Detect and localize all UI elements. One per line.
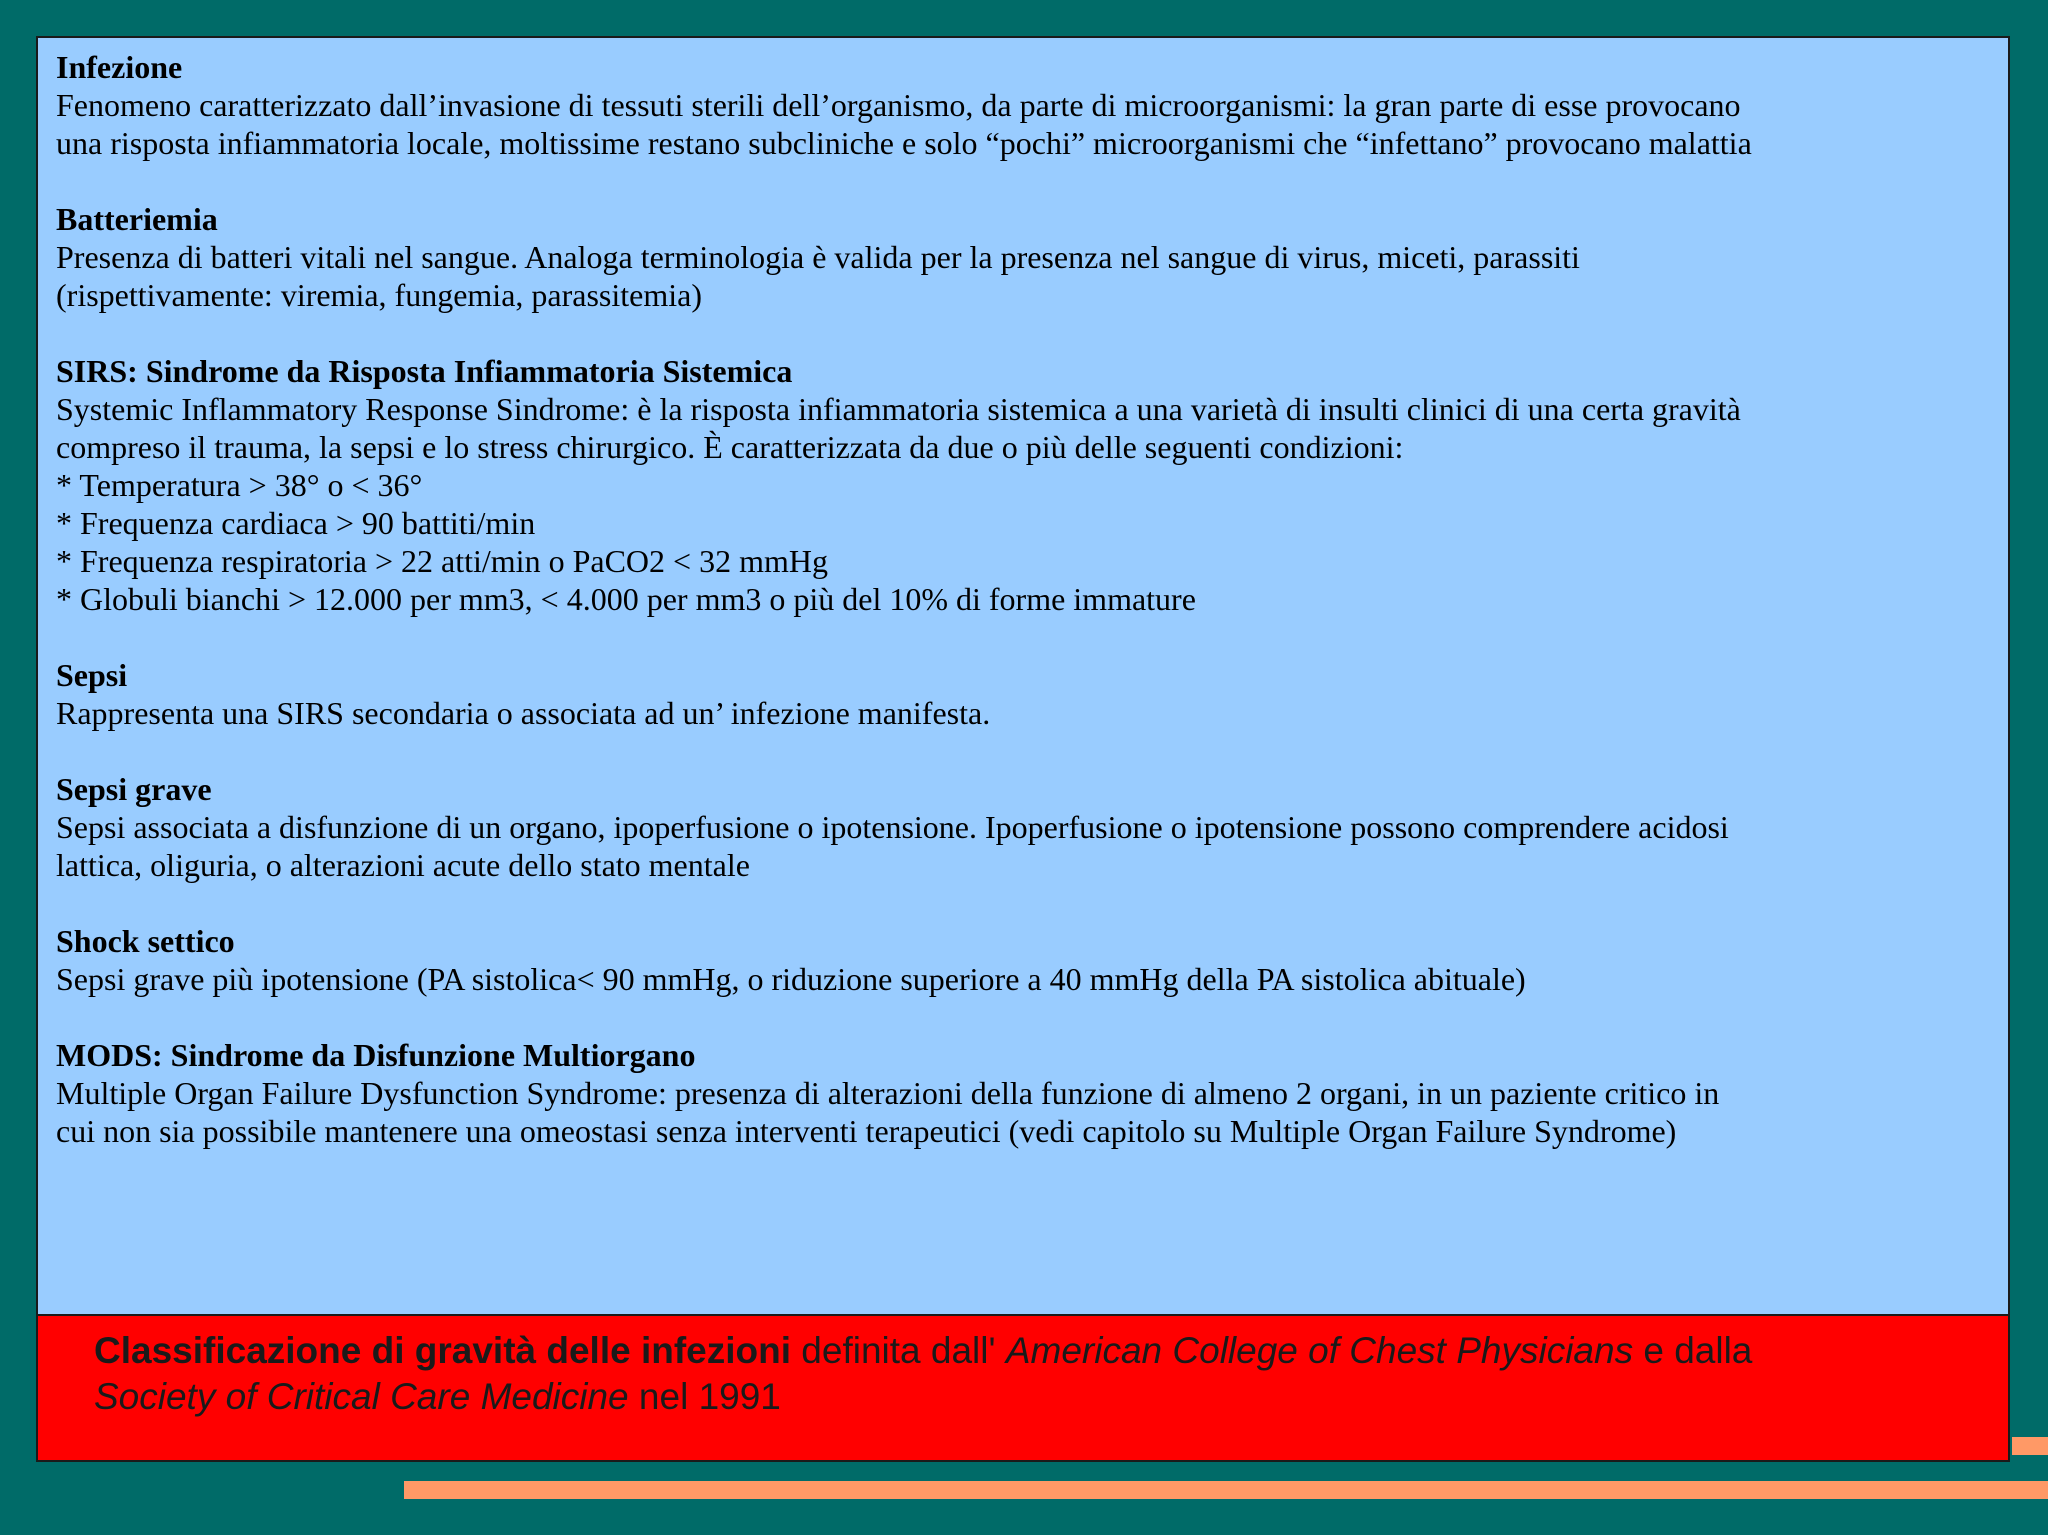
- section-sepsi-grave: [56, 770, 1986, 884]
- section-sepsi: [56, 656, 1986, 732]
- section-body: Sepsi grave più ipotensione (PA sistolica< 90 mmHg, o riduzione superiore a 40 mmHg della PA sistolica abituale): [56, 961, 1526, 997]
- section-body: Sepsi associata a disfunzione di un organo, ipoperfusione o ipotensione. Ipoperfusione o ipotensione possono comprendere acidosi lattica, oliguria, o alterazioni acute dello stato mentale: [56, 809, 1729, 883]
- caption-text: definita dall': [791, 1330, 1006, 1371]
- decorative-stripe-bottom: [404, 1481, 2048, 1499]
- section-title: SIRS: Sindrome da Risposta Infiammatoria Sistemica: [56, 353, 793, 389]
- caption-text: nel 1991: [628, 1376, 781, 1417]
- caption-bold: Classificazione di gravità delle infezioni: [94, 1330, 792, 1371]
- section-body: Systemic Inflammatory Response Sindrome: è la risposta infiammatoria sistemica a una varietà di insulti clinici di una certa gravità compreso il trauma, la sepsi e lo stress chirurgico. È caratterizzata da due o più delle seguenti condizioni: * Temperatura > 38° o < 36° * Frequenza cardiaca > 90 battiti/min * Frequenza respiratoria > 22 atti/min o PaCO2 < 32 mmHg * Globuli bianchi > 12.000 per mm3, < 4.000 per mm3 o più del 10% di forme immature: [56, 391, 1741, 617]
- section-body: Rappresenta una SIRS secondaria o associata ad un’ infezione manifesta.: [56, 695, 991, 731]
- section-title: Batteriemia: [56, 201, 218, 237]
- caption-italic-accp: American College of Chest Physicians: [1005, 1330, 1634, 1371]
- caption-banner: [36, 1314, 2010, 1462]
- section-body: Fenomeno caratterizzato dall’invasione di tessuti sterili dell’organismo, da parte di microorganismi: la gran parte di esse provocano una risposta infiammatoria locale, moltissime restano subcliniche e solo “pochi” microorganismi che “infettano” provocano malattia: [56, 87, 1752, 161]
- section-shock-settico: [56, 922, 1986, 998]
- section-batteriemia: [56, 200, 1986, 314]
- caption-text: e dalla: [1633, 1330, 1753, 1371]
- section-infezione: [56, 48, 1986, 162]
- section-title: Sepsi: [56, 657, 128, 693]
- section-sirs: [56, 352, 1986, 618]
- caption-italic-sccm: Society of Critical Care Medicine: [94, 1376, 629, 1417]
- definitions-panel: [36, 36, 2010, 1316]
- section-title: Infezione: [56, 49, 183, 85]
- section-mods: [56, 1036, 1986, 1150]
- section-title: MODS: Sindrome da Disfunzione Multiorgano: [56, 1037, 696, 1073]
- section-title: Shock settico: [56, 923, 235, 959]
- section-body: Presenza di batteri vitali nel sangue. Analoga terminologia è valida per la presenza nel sangue di virus, miceti, parassiti (rispettivamente: viremia, fungemia, parassitemia): [56, 239, 1580, 313]
- section-body: Multiple Organ Failure Dysfunction Syndrome: presenza di alterazioni della funzione di almeno 2 organi, in un paziente critico in cui non sia possibile mantenere una omeostasi senza interventi terapeutici (vedi capitolo su Multiple Organ Failure Syndrome): [56, 1075, 1720, 1149]
- section-title: Sepsi grave: [56, 771, 212, 807]
- decorative-stripe-right: [2012, 1437, 2048, 1455]
